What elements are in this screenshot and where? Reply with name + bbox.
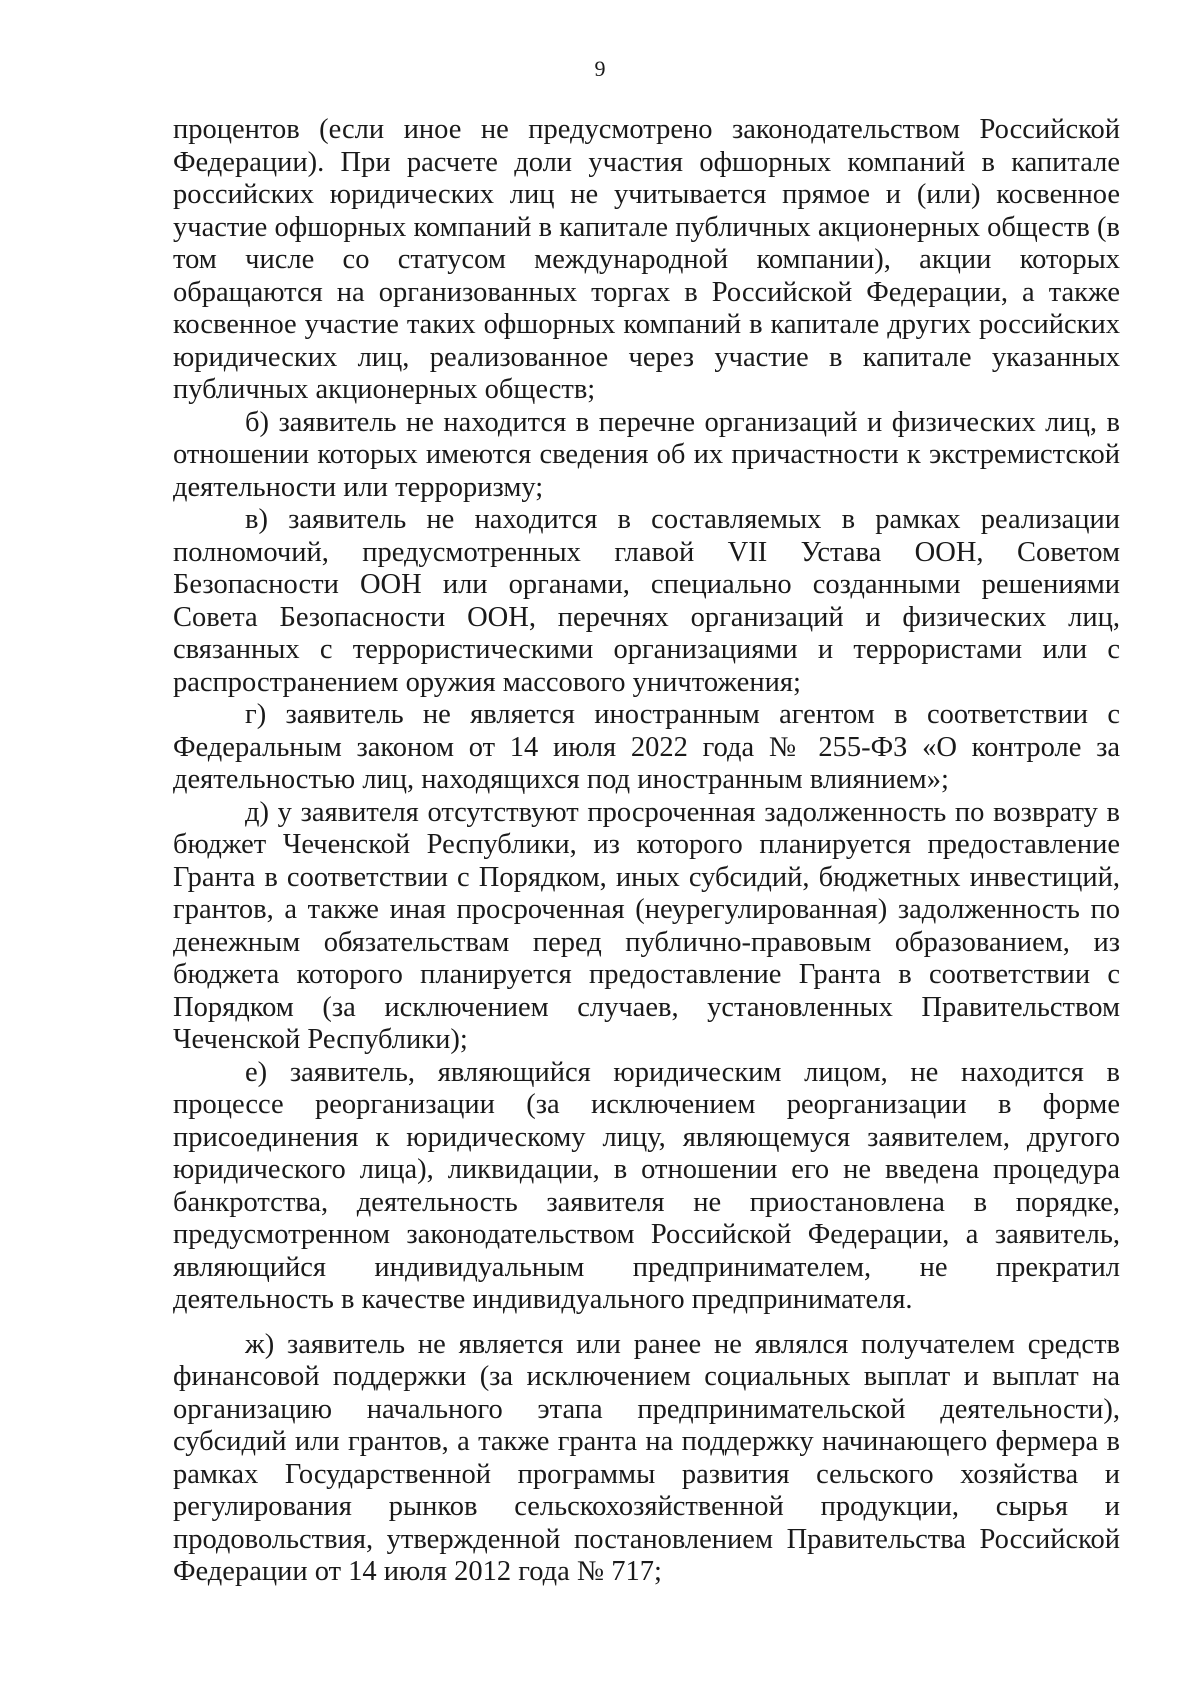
paragraph-d: д) у заявителя отсутствуют просроченная задолженность по возврату в бюджет Чеченской Республики, из которого планируется предоставление Гранта в соответствии с Порядком, иных субсидий, бюджетных инвестиций, грантов, а также иная просроченная (неурегулированная) задолженность по денежным обязательствам перед публично-правовым образованием, из бюджета которого планируется предоставление Гранта в соответствии с Порядком (за исключением случаев, установленных Правительством Чеченской Республики); [173,796,1120,1055]
page-number: 9 [594,56,606,81]
paragraph-v: в) заявитель не находится в составляемых в рамках реализации полномочий, предусмотренных главой VII Устава ООН, Советом Безопасности ООН или органами, специально созданными решениями Совета Безопасности ООН, перечнях организаций и физических лиц, связанных с террористическими организациями и террористами или с распространением оружия массового уничтожения; [173,504,1120,698]
document-body [173,114,1120,1589]
paragraph-zh: ж) заявитель не является или ранее не являлся получателем средств финансовой поддержки (за исключением социальных выплат и выплат на организацию начального этапа предпринимательской деятельности), субсидий или грантов, а также гранта на поддержку начинающего фермера в рамках Государственной программы развития сельского хозяйства и регулирования рынков сельскохозяйственной продукции, сырья и продовольствия, утвержденной постановлением Правительства Российской Федерации от 14 июля 2012 года № 717; [173,1328,1120,1587]
paragraph-g: г) заявитель не является иностранным агентом в соответствии с Федеральным законом от 14 июля 2022 года № 255-ФЗ «О контроле за деятельностью лиц, находящихся под иностранным влиянием»; [173,699,1120,795]
paragraph-e: е) заявитель, являющийся юридическим лицом, не находится в процессе реорганизации (за исключением реорганизации в форме присоединения к юридическому лицу, являющемуся заявителем, другого юридического лица), ликвидации, в отношении его не введена процедура банкротства, деятельность заявителя не приостановлена в порядке, предусмотренном законодательством Российской Федерации, а заявитель, являющийся индивидуальным предпринимателем, не прекратил деятельность в качестве индивидуального предпринимателя. [173,1056,1120,1315]
paragraph-continuation: процентов (если иное не предусмотрено законодательством Российской Федерации). При расчете доли участия офшорных компаний в капитале российских юридических лиц не учитывается прямое и (или) косвенное участие офшорных компаний в капитале публичных акционерных обществ (в том числе со статусом международной компании), акции которых обращаются на организованных торгах в Российской Федерации, а также косвенное участие таких офшорных компаний в капитале других российских юридических лиц, реализованное через участие в капитале указанных публичных акционерных обществ; [173,114,1120,405]
paragraph-b: б) заявитель не находится в перечне организаций и физических лиц, в отношении которых имеются сведения об их причастности к экстремистской деятельности или терроризму; [173,406,1120,503]
